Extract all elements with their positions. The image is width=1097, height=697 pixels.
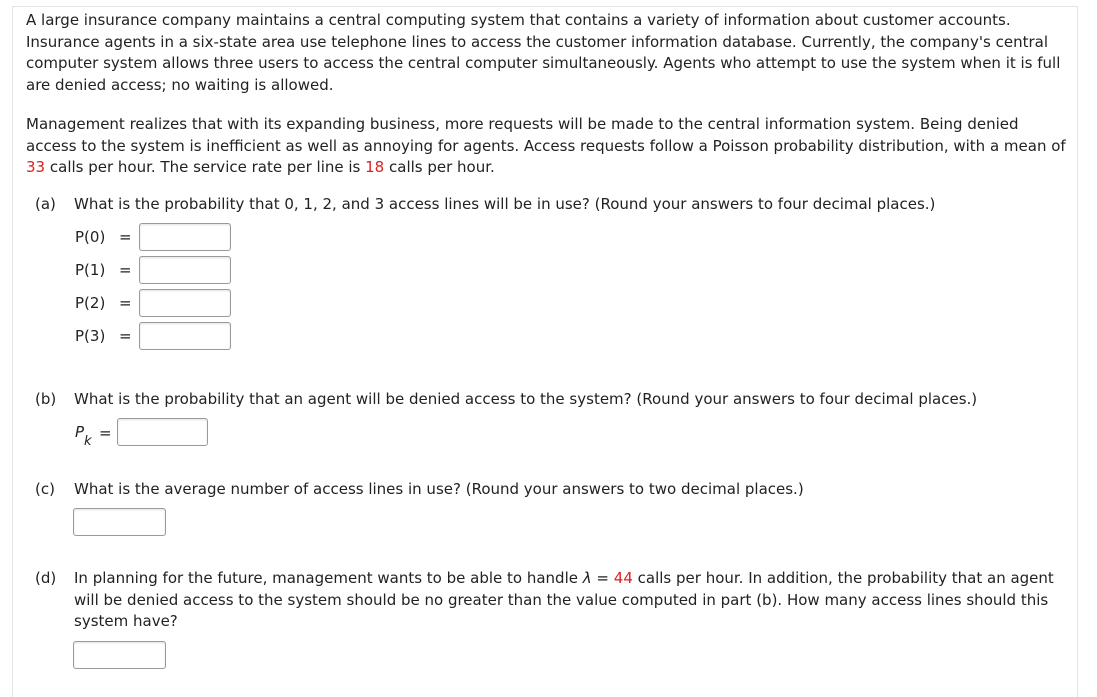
part-d-question: [74, 568, 1065, 633]
p2-equals: =: [119, 294, 132, 312]
intro-text-2: calls per hour. The service rate per line is: [49, 158, 361, 176]
mean-arrival-rate: 33: [26, 158, 46, 176]
lambda-symbol: λ: [582, 569, 592, 587]
average-lines-input[interactable]: [73, 508, 166, 536]
part-c: [35, 479, 1065, 501]
part-d-label: (d): [35, 569, 57, 587]
part-b-question: What is the probability that an agent will be denied access to the system? (Round your answers to four decimal places.): [74, 390, 978, 408]
pk-equals: =: [99, 424, 112, 442]
new-arrival-rate: 44: [613, 569, 633, 587]
pk-subscript: k: [84, 434, 92, 449]
p0-equals: =: [119, 228, 132, 246]
intro-paragraph-2: [26, 114, 1066, 179]
p1-equals: =: [119, 261, 132, 279]
p3-input[interactable]: [139, 322, 231, 350]
part-c-label: (c): [35, 480, 55, 498]
intro-text-3: calls per hour.: [389, 158, 495, 176]
service-rate: 18: [365, 158, 385, 176]
part-b: [35, 389, 1065, 411]
part-a-label: (a): [35, 195, 56, 213]
intro-text-1: Management realizes that with its expanding business, more requests will be made to the central information system. Being denied access to the system is inefficient as well as annoying for agents. Access requests follow a Poisson probability distribution, with a mean of: [26, 115, 1066, 155]
part-a: [35, 194, 1065, 216]
p3-equals: =: [119, 327, 132, 345]
p2-input[interactable]: [139, 289, 231, 317]
p1-input[interactable]: [139, 256, 231, 284]
part-c-question: What is the average number of access lines in use? (Round your answers to two decimal places.): [74, 480, 804, 498]
p1-label: P(1): [75, 261, 106, 279]
part-a-question: What is the probability that 0, 1, 2, and 3 access lines will be in use? (Round your answers to four decimal places.): [74, 195, 936, 213]
lambda-equals: =: [596, 569, 609, 587]
p3-label: P(3): [75, 327, 106, 345]
pk-input[interactable]: [117, 418, 208, 446]
intro-paragraph-1: A large insurance company maintains a central computing system that contains a variety of information about customer accounts. Insurance agents in a six-state area use telephone lines to access the customer information database. Currently, the company's central computer system allows three users to access the central computer simultaneously. Agents who attempt to use the system when it is full are denied access; no waiting is allowed.: [26, 11, 1061, 94]
part-d-text-2: calls per hour. In addition, the probability that an agent will be denied access to the system should be no greater than the value computed in part (b). How many access lines should this system have?: [74, 569, 1054, 630]
part-d-text-1: In planning for the future, management wants to be able to handle: [74, 569, 578, 587]
access-lines-input[interactable]: [73, 641, 166, 669]
part-b-label: (b): [35, 390, 57, 408]
p0-label: P(0): [75, 228, 106, 246]
p0-input[interactable]: [139, 223, 231, 251]
p2-label: P(2): [75, 294, 106, 312]
part-d: [35, 568, 1065, 634]
pk-symbol: P: [75, 423, 85, 441]
